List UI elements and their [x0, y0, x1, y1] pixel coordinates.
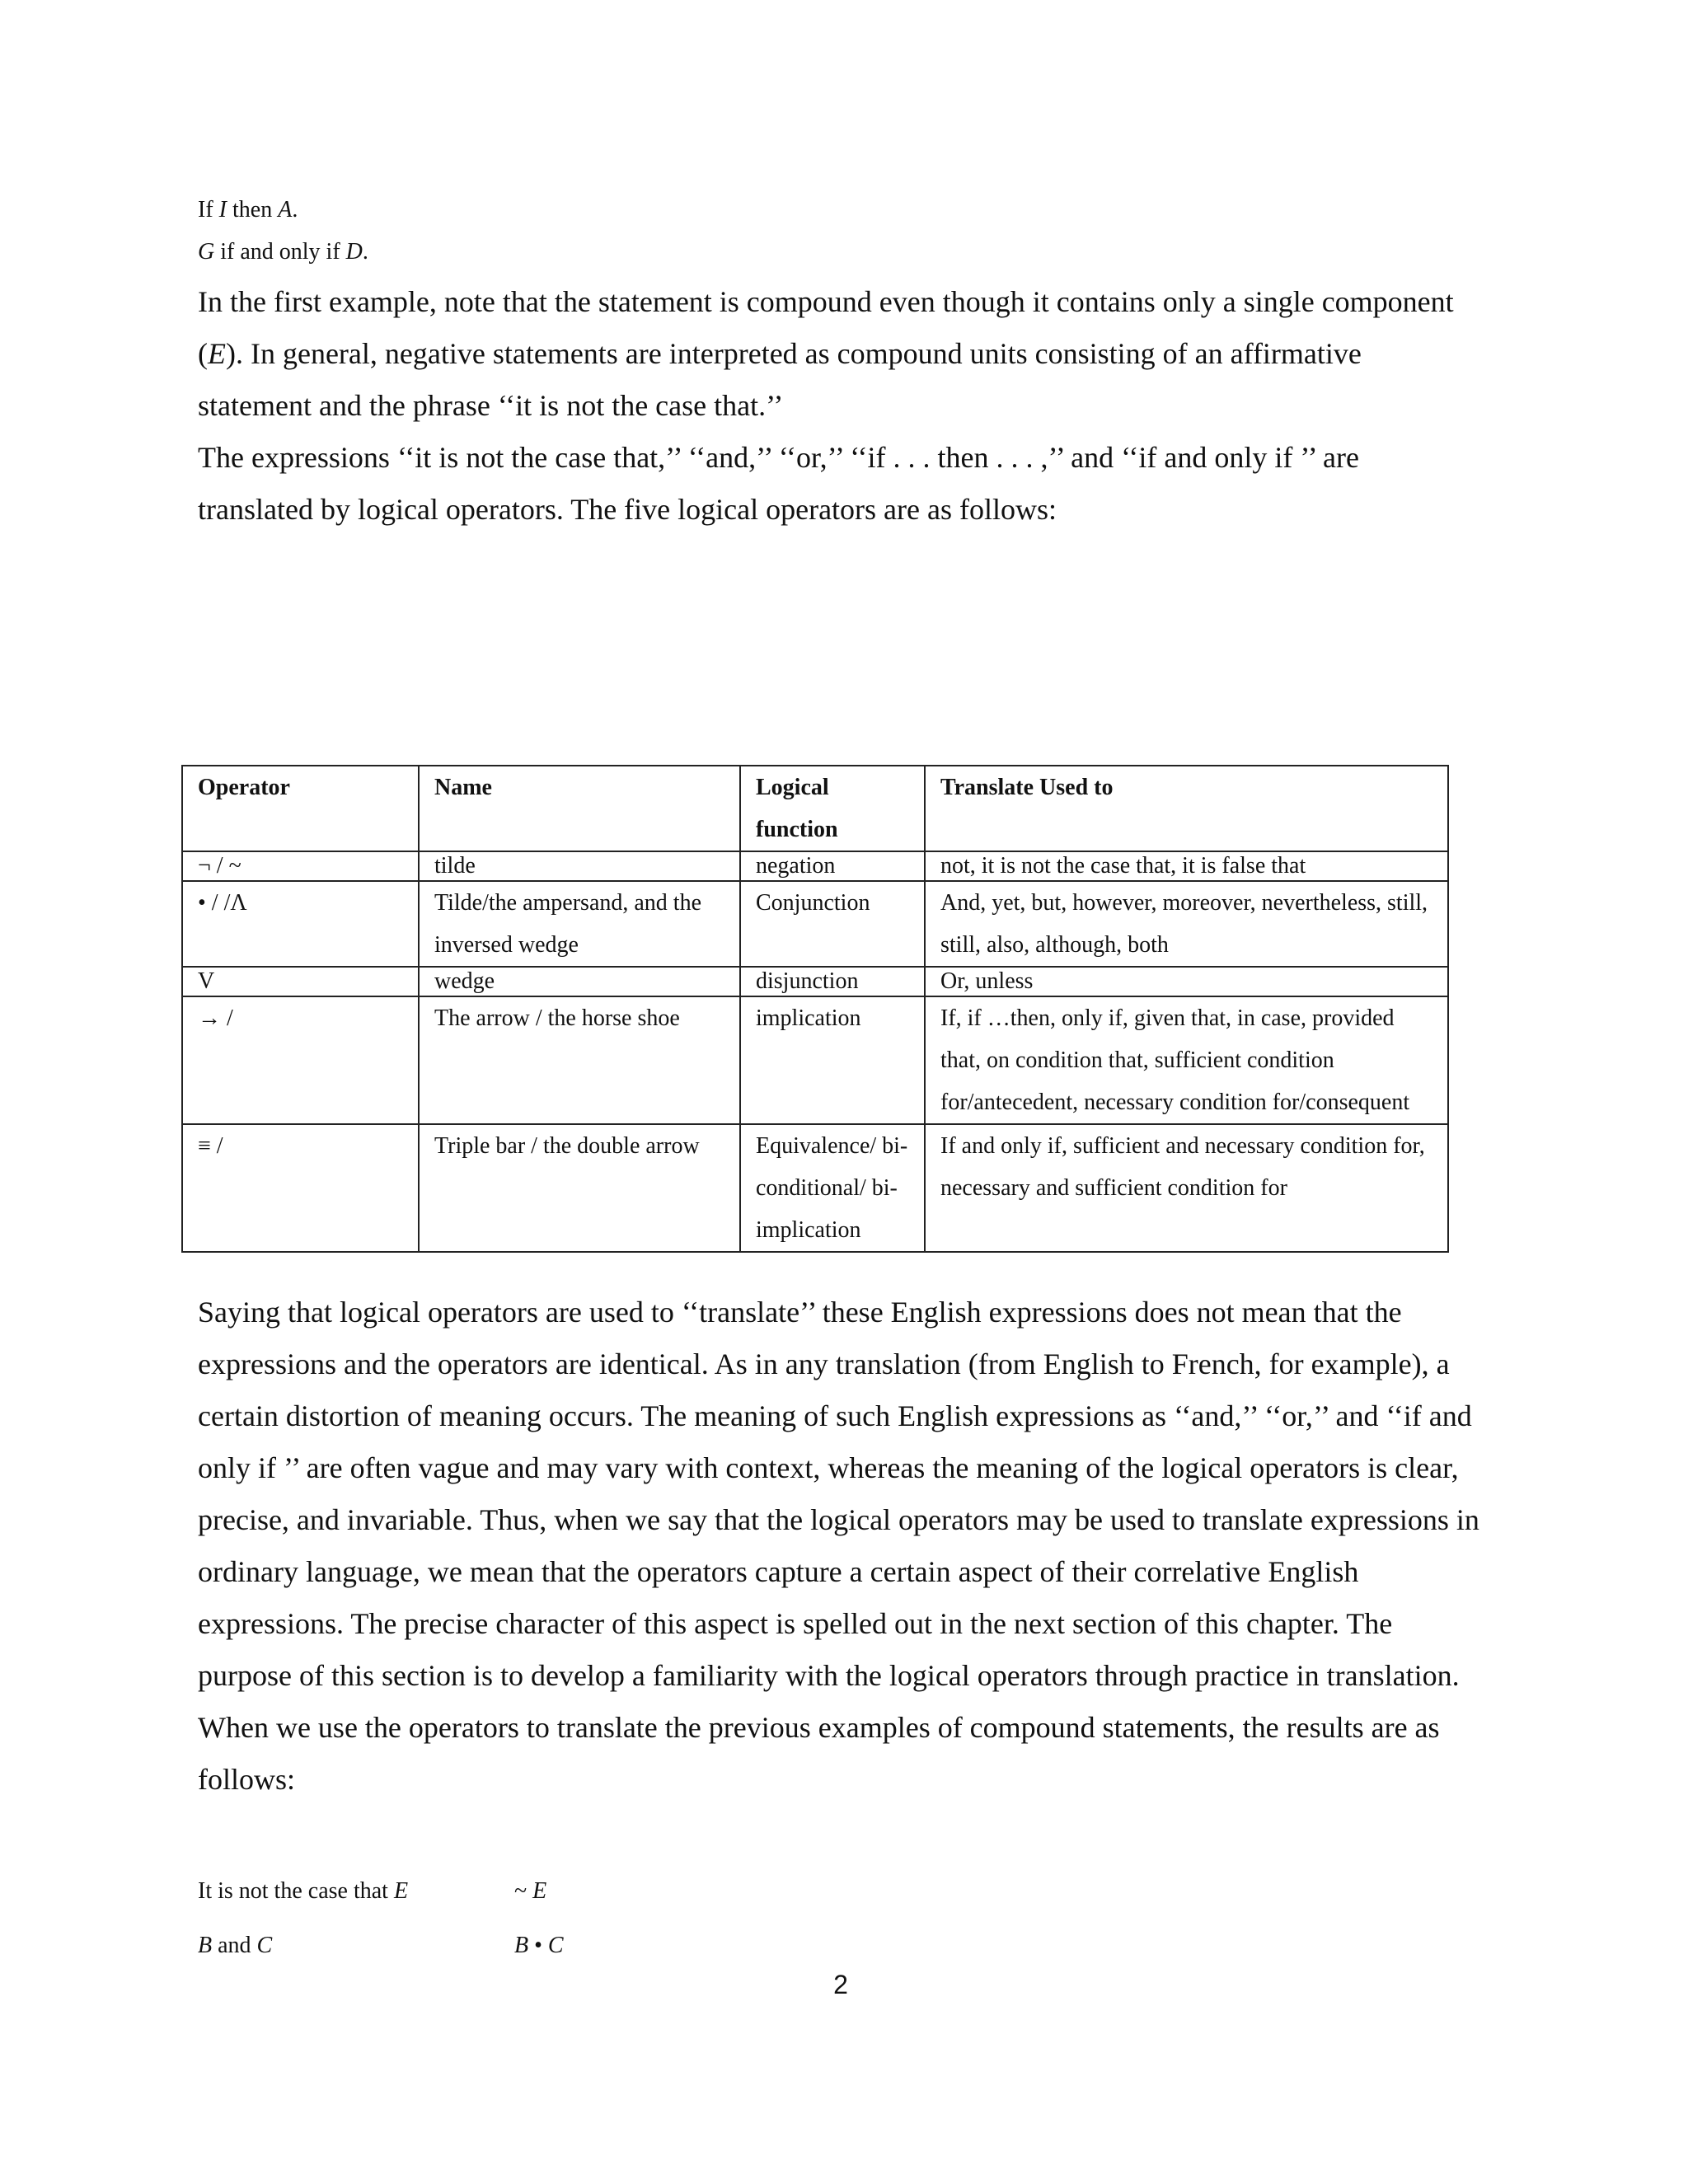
- example-variable: I: [218, 197, 227, 223]
- example-text: .: [362, 239, 368, 265]
- para1-line2: (E). In general, negative statements are interpreted as compound units consisting of an affirmative: [198, 337, 1362, 370]
- para1-line3: statement and the phrase ‘‘it is not the case that.’’: [198, 389, 784, 422]
- cell-function: disjunction: [740, 967, 925, 996]
- example-variable: C: [256, 1933, 273, 1958]
- cell-name: tilde: [419, 851, 740, 881]
- cell-function: implication: [740, 996, 925, 1124]
- cell-translate: Or, unless: [925, 967, 1448, 996]
- logical-operators-table: [181, 765, 1449, 1253]
- example-variable: A: [278, 197, 293, 223]
- body-paragraphs: [198, 1286, 1492, 1806]
- cell-operator: → /: [182, 996, 419, 1124]
- para4: When we use the operators to translate the previous examples of compound statements, the results are as follows:: [198, 1711, 1440, 1796]
- para1-line1: In the first example, note that the statement is compound even though it contains only a single component: [198, 285, 1454, 318]
- variable-E: E: [208, 337, 226, 370]
- example-text: If: [198, 197, 219, 223]
- para2-line2: translated by logical operators. The five logical operators are as follows:: [198, 493, 1057, 526]
- example-variable: E: [393, 1878, 409, 1904]
- header-operator: Operator: [182, 766, 419, 851]
- example-variable: E: [532, 1878, 547, 1904]
- para3: Saying that logical operators are used to ‘‘translate’’ these English expressions does not mean that the expressions and the operators are identical. As in any translation (from English to French, for example), a certain distortion of meaning occurs. The meaning of such English expressions as ‘‘and,’’ ‘‘or,’’ and ‘‘if and only if ’’ are often vague and may vary with context, whereas the meaning of the logical operators is clear, precise, and invariable. Thus, when we say that the logical operators may be used to translate expressions in ordinary language, we mean that the operators capture a certain aspect of their correlative English expressions. The precise character of this aspect is spelled out in the next section of this chapter. The purpose of this section is to develop a familiarity with the logical operators through practice in translation.: [198, 1296, 1479, 1692]
- example-variable: B: [514, 1933, 529, 1958]
- dot-symbol: •: [528, 1933, 548, 1958]
- example-variable: G: [198, 239, 215, 265]
- table-row: [182, 851, 1448, 881]
- tilde-symbol: ~: [514, 1878, 533, 1904]
- cell-translate: not, it is not the case that, it is false that: [925, 851, 1448, 881]
- table-row: [182, 881, 1448, 967]
- cell-operator: ≡ /: [182, 1124, 419, 1252]
- cell-translate: If, if …then, only if, given that, in case, provided that, on condition that, sufficient condition for/antecedent, necessary condition for/consequent: [925, 996, 1448, 1124]
- example-variable: B: [198, 1933, 213, 1958]
- header-logical-function: Logical function: [740, 766, 925, 851]
- cell-translate: And, yet, but, however, moreover, nevertheless, still, still, also, although, both: [925, 881, 1448, 967]
- cell-operator: ¬ / ~: [182, 851, 419, 881]
- translation-example-1-symbol: [514, 1878, 546, 1905]
- translation-example-1-english: It is not the case that E: [198, 1878, 409, 1904]
- table-row: [182, 1124, 1448, 1252]
- translation-example-2-english: B and C: [198, 1933, 273, 1958]
- cell-operator: • / /Λ: [182, 881, 419, 967]
- example-variable: C: [547, 1933, 564, 1958]
- table-row: [182, 996, 1448, 1124]
- cell-name: Triple bar / the double arrow: [419, 1124, 740, 1252]
- cell-translate: If and only if, sufficient and necessary condition for, necessary and sufficient condition for: [925, 1124, 1448, 1252]
- intro-paragraphs: [198, 276, 1500, 536]
- page-number: 2: [833, 1970, 848, 1999]
- cell-operator: V: [182, 967, 419, 996]
- example-text: if and only if: [214, 239, 346, 265]
- cell-function: Conjunction: [740, 881, 925, 967]
- cell-name: Tilde/the ampersand, and the inversed wedge: [419, 881, 740, 967]
- table-row: [182, 967, 1448, 996]
- example-text: .: [292, 197, 298, 223]
- example-line-1: [198, 196, 298, 224]
- header-name: Name: [419, 766, 740, 851]
- cell-function: Equivalence/ bi-conditional/ bi-implication: [740, 1124, 925, 1252]
- header-translate: Translate Used to: [925, 766, 1448, 851]
- cell-function: negation: [740, 851, 925, 881]
- translation-example-2-symbol: [514, 1933, 564, 1959]
- example-line-2: [198, 238, 368, 266]
- table-header-row: [182, 766, 1448, 851]
- cell-name: The arrow / the horse shoe: [419, 996, 740, 1124]
- cell-name: wedge: [419, 967, 740, 996]
- para2-line1: The expressions ‘‘it is not the case that,’’ ‘‘and,’’ ‘‘or,’’ ‘‘if . . . then . . . ,’’ and ‘‘if and only if ’’ are: [198, 441, 1359, 474]
- example-variable: D: [345, 239, 363, 265]
- example-text: then: [226, 197, 279, 223]
